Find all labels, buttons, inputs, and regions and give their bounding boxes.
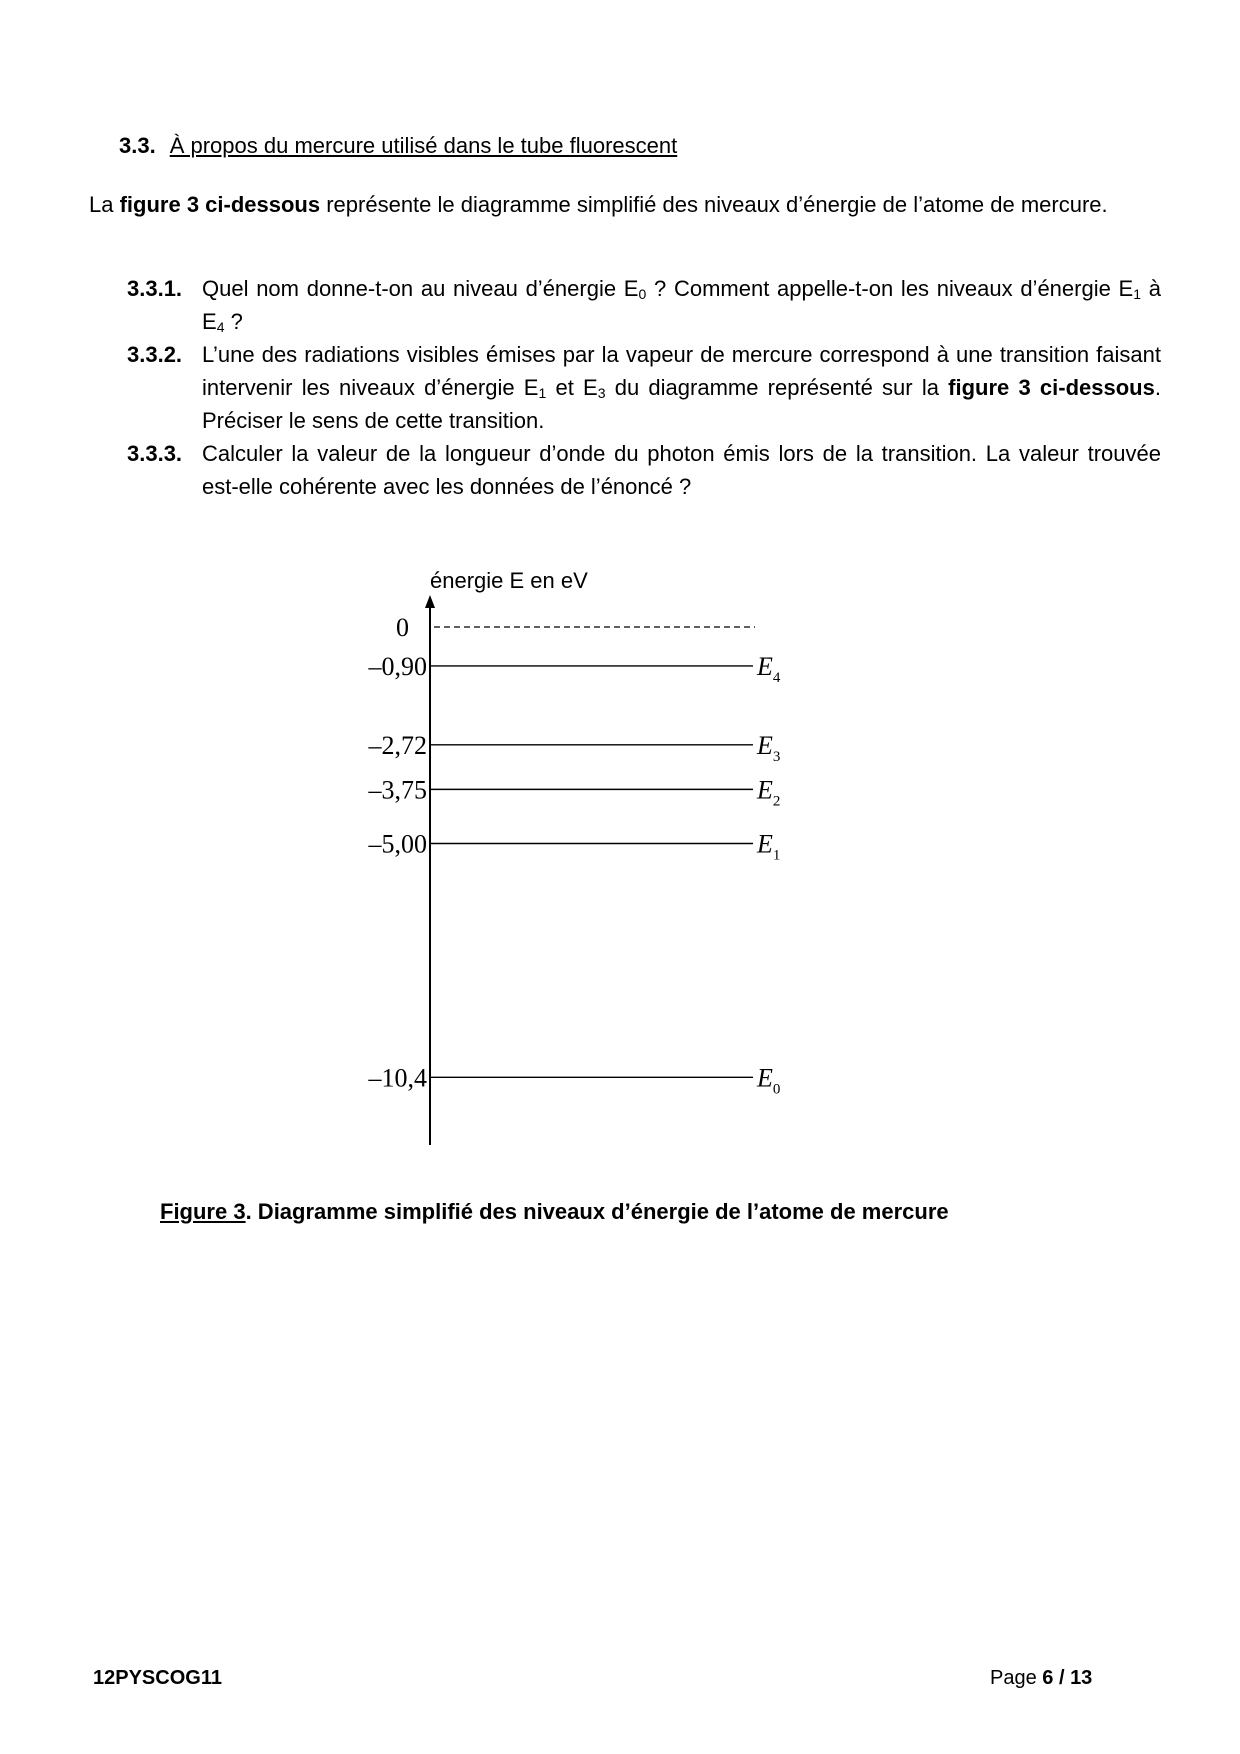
question-text: Calculer la valeur de la longueur d’onde du photon émis lors de la transition. La valeur trouvée est-elle cohérente avec les données de l’énoncé ?	[202, 441, 1161, 499]
question-number: 3.3.2.	[127, 342, 183, 367]
caption-text: . Diagramme simplifié des niveaux d’énergie de l’atome de mercure	[245, 1199, 949, 1224]
energy-value-label-e0: –10,4	[368, 1063, 427, 1093]
footer-page-number: Page 6 / 13	[990, 1667, 1093, 1689]
axis-arrowhead	[425, 595, 435, 608]
level-name-e4: $E_4$	[757, 651, 781, 686]
question-text: L’une des radiations visibles émises par la vapeur de mercure correspond à une transition faisant intervenir les niveaux d’énergie $E_1$ et $E_3$ du diagramme représenté sur la figure 3 ci-dessous. Préciser le sens de cette transition.	[202, 342, 1161, 433]
energy-value-label-e3: –2,72	[368, 730, 427, 760]
question-3-3-3	[127, 437, 1161, 503]
energy-value-label-e1: –5,00	[368, 829, 427, 859]
energy-value-label-e4: –0,90	[368, 651, 427, 681]
section-number: 3.3.	[119, 133, 156, 158]
figure-caption	[160, 1199, 949, 1225]
zero-tick-label: 0	[396, 613, 409, 642]
axis-label: énergie E en eV	[430, 568, 588, 593]
section-title: À propos du mercure utilisé dans le tube fluorescent	[169, 133, 678, 158]
footer-code: 12PYSCOG11	[93, 1667, 222, 1689]
intro-prefix: La	[89, 192, 120, 217]
question-text: Quel nom donne-t-on au niveau d’énergie $E_0$ ? Comment appelle-t-on les niveaux d’énergie $E_1$ à $E_4$ ?	[202, 276, 1161, 335]
level-name-e0: $E_0$	[757, 1063, 781, 1098]
question-3-3-1	[127, 272, 1161, 338]
level-name-e1: $E_1$	[757, 829, 781, 864]
energy-level-diagram	[330, 555, 810, 1155]
intro-bold: figure 3 ci-dessous	[119, 192, 321, 217]
level-name-e2: $E_2$	[757, 775, 781, 810]
intro-suffix: représente le diagramme simplifié des niveaux d’énergie de l’atome de mercure.	[320, 192, 1108, 217]
question-3-3-2	[127, 338, 1161, 437]
section-heading	[119, 133, 677, 159]
question-number: 3.3.1.	[127, 276, 183, 301]
level-name-e3: $E_3$	[757, 730, 781, 765]
question-number: 3.3.3.	[127, 441, 183, 466]
intro-paragraph	[89, 188, 1161, 221]
caption-figure-number: Figure 3	[160, 1199, 246, 1224]
energy-value-label-e2: –3,75	[368, 775, 427, 805]
